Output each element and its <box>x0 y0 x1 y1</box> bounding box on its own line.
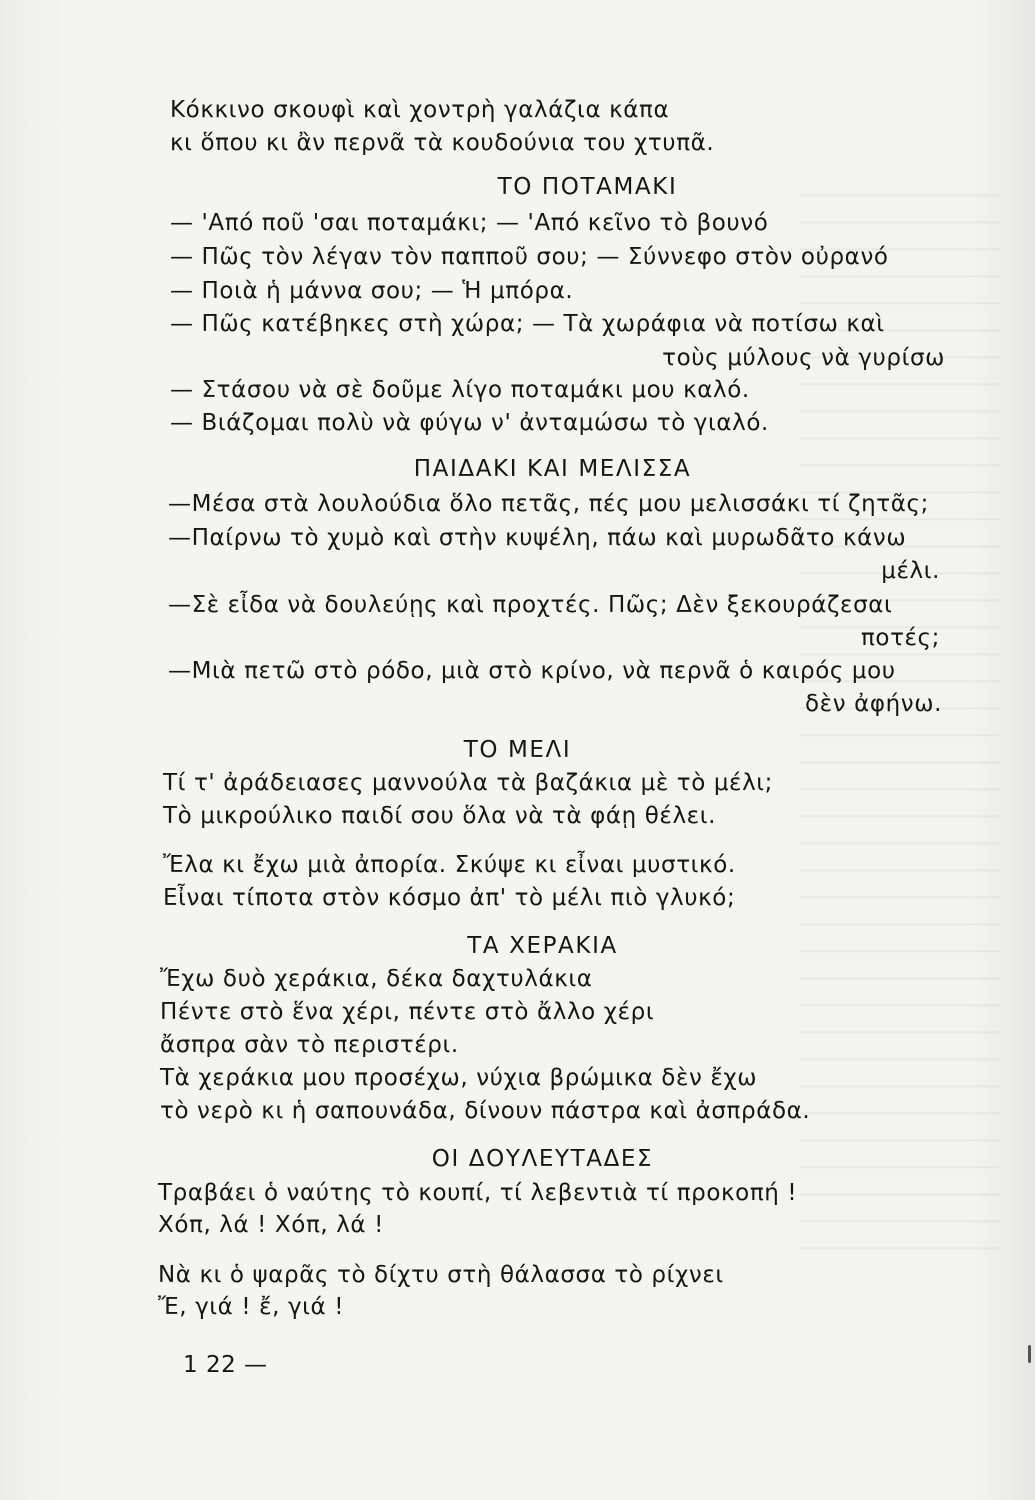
paidaki-line-7: δὲν ἀφήνω. <box>805 691 942 717</box>
meli-line-2: Τὸ μικρούλικο παιδί σου ὅλα νὰ τὰ φάῃ θέλει. <box>163 803 716 829</box>
douleftades-line-2: Χόπ, λά ! Χόπ, λά ! <box>158 1212 384 1238</box>
meli-line-1: Τί τ' ἀράδειασες μαννούλα τὰ βαζάκια μὲ τὸ μέλι; <box>163 770 774 796</box>
cherakia-line-5: τὸ νερὸ κι ἡ σαπουνάδα, δίνουν πάστρα καὶ ἀσπράδα. <box>160 1098 811 1124</box>
intro-line-2: κι ὅπου κι ἂν περνᾶ τὰ κουδούνια του χτυπᾶ. <box>170 130 715 156</box>
potamaki-line-5: τοὺς μύλους νὰ γυρίσω <box>662 345 945 371</box>
potamaki-line-3: — Ποιὰ ἡ μάννα σου; — Ἡ μπόρα. <box>170 278 574 304</box>
paidaki-line-2: —Παίρνω τὸ χυμὸ καὶ στὴν κυψέλη, πάω καὶ μυρωδᾶτο κάνω <box>168 525 907 551</box>
page-number: 1 22 — <box>183 1352 268 1378</box>
title-douleftades: ΟΙ ΔΟΥΛΕΥΤΑΔΕΣ <box>431 1146 654 1172</box>
cherakia-line-2: Πέντε στὸ ἕνα χέρι, πέντε στὸ ἄλλο χέρι <box>160 999 655 1025</box>
paidaki-line-6: —Μιὰ πετῶ στὸ ρόδο, μιὰ στὸ κρίνο, νὰ περνᾶ ὁ καιρός μου <box>168 658 896 684</box>
meli-line-3: Ἔλα κι ἔχω μιὰ ἀπορία. Σκύψε κι εἶναι μυστικό. <box>163 852 736 878</box>
paidaki-line-1: —Μέσα στὰ λουλούδια ὅλο πετᾶς, πές μου μελισσάκι τί ζητᾶς; <box>168 491 929 517</box>
douleftades-line-3: Νὰ κι ὁ ψαρᾶς τὸ δίχτυ στὴ θάλασσα τὸ ρίχνει <box>158 1262 724 1288</box>
cherakia-line-3: ἄσπρα σὰν τὸ περιστέρι. <box>160 1032 459 1058</box>
potamaki-line-2: — Πῶς τὸν λέγαν τὸν παπποῦ σου; — Σύννεφο στὸν οὐρανό <box>170 244 889 270</box>
page-edge-mark <box>1028 1345 1031 1363</box>
cherakia-line-1: Ἔχω δυὸ χεράκια, δέκα δαχτυλάκια <box>160 966 593 992</box>
potamaki-line-1: — 'Από ποῦ 'σαι ποταμάκι; — 'Από κεῖνο τὸ βουνό <box>170 210 769 236</box>
paidaki-line-5: ποτές; <box>860 625 940 651</box>
title-cherakia: ΤΑ ΧΕΡΑΚΙΑ <box>467 933 618 959</box>
paidaki-line-3: μέλι. <box>881 558 940 584</box>
title-potamaki: ΤΟ ΠΟΤΑΜΑΚΙ <box>497 174 678 200</box>
potamaki-line-7: — Βιάζομαι πολὺ νὰ φύγω ν' ἀνταμώσω τὸ γιαλό. <box>170 410 769 436</box>
douleftades-line-1: Τραβάει ὁ ναύτης τὸ κουπί, τί λεβεντιὰ τί προκοπή ! <box>158 1180 798 1206</box>
meli-line-4: Εἶναι τίποτα στὸν κόσμο ἀπ' τὸ μέλι πιὸ γλυκό; <box>163 885 736 911</box>
potamaki-line-4: — Πῶς κατέβηκες στὴ χώρα; — Τὰ χωράφια νὰ ποτίσω καὶ <box>170 311 885 337</box>
title-paidaki: ΠΑΙΔΑΚΙ ΚΑΙ ΜΕΛΙΣΣΑ <box>413 456 692 482</box>
title-meli: ΤΟ ΜΕΛΙ <box>463 737 572 763</box>
paidaki-line-4: —Σὲ εἶδα νὰ δουλεύῃς καὶ προχτές. Πῶς; Δὲν ξεκουράζεσαι <box>168 592 893 618</box>
douleftades-line-4: Ἔ, γιά ! ἔ, γιά ! <box>158 1294 345 1320</box>
cherakia-line-4: Τὰ χεράκια μου προσέχω, νύχια βρώμικα δὲν ἔχω <box>160 1065 758 1091</box>
intro-line-1: Κόκκινο σκουφὶ καὶ χοντρὴ γαλάζια κάπα <box>170 97 670 123</box>
potamaki-line-6: — Στάσου νὰ σὲ δοῦμε λίγο ποταμάκι μου καλό. <box>170 377 750 403</box>
